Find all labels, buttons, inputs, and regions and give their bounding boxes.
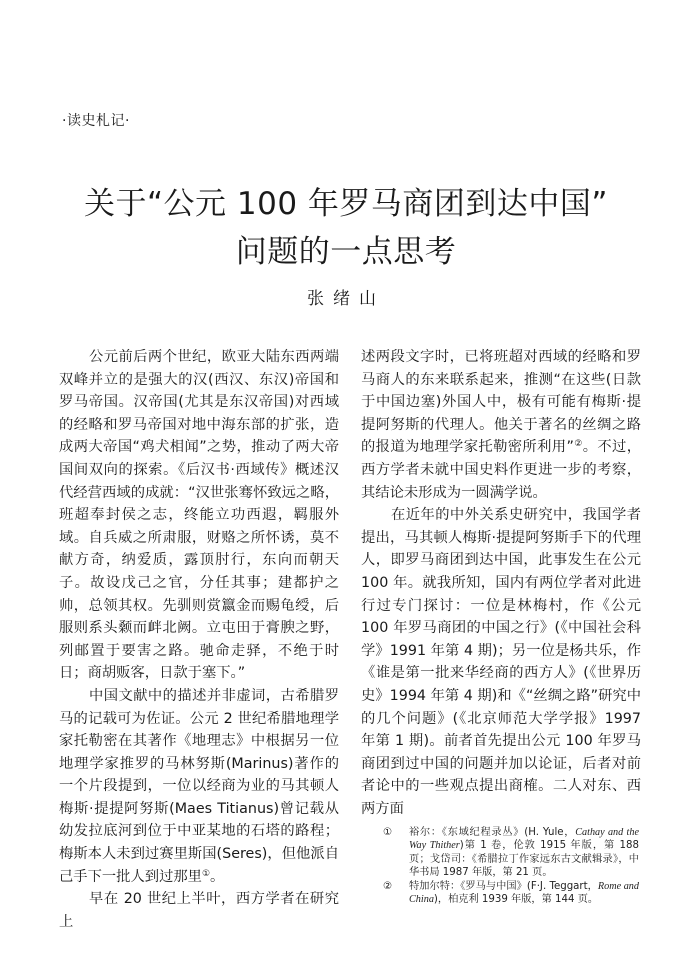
footnote-2	[383, 880, 639, 907]
paragraph	[361, 346, 641, 504]
left-column	[59, 346, 339, 933]
paragraph: 公元前后两个世纪，欧亚大陆东西两端双峰并立的是强大的汉(西汉、东汉)帝国和罗马帝国。汉帝国(尤其是东汉帝国)对西域的经略和罗马帝国对地中海东部的扩张，造成两大帝国“鸡犬相闻”之势，推动了两大帝国间双向的探索。《后汉书·西域传》概述汉代经营西域的成就：“汉世张骞怀致远之略，班超奉封侯之志，终能立功西遐，羁服外域。自兵威之所肃服，财赂之所怀诱，莫不献方奇，纳爱质，露顶肘行，东向而朝天子。故设戊己之官，分任其事；建都护之帅，总领其权。先驯则赏籝金而赐龟绶，后服则系头颡而衅北阙。立屯田于膏腴之野，列邮置于要害之路。驰命走驿，不绝于时日；商胡贩客，日款于塞下。”	[59, 349, 339, 682]
paragraph: 在近年的中外关系史研究中，我国学者提出，马其顿人梅斯·提提阿努斯手下的代理人，即罗马商团到达中国，此事发生在公元 100 年。就我所知，国内有两位学者对此进行过专门探讨：一位是林梅村，作《公元 100 年罗马商团的中国之行》(《中国社会科学》1991 年第 4 期)；另一位是杨共乐，作《谁是第一批来华经商的西方人》(《世界历史》1994 年第 4 期)和《“丝绸之路”研究中的几个问题》(《北京师范大学学报》1997 年第 1 期)。前者首先提出公元 100 年罗马商团到过中国的问题并加以论证，后者对前者论中的一些观点提出商榷。二人对东、西两方面	[361, 507, 641, 817]
paragraph-text: 述两段文字时，已将班超对西域的经略和罗马商人的东来联系起来，推测“在这些(日款于中国边塞)外国人中，极有可能有梅斯·提提阿努斯的代理人。他关于著名的丝绸之路的报道为地理学家托勒密所利用”	[361, 349, 641, 456]
paragraph: 早在 20 世纪上半叶，西方学者在研究上	[59, 891, 339, 930]
paragraph-text: 中国文献中的描述并非虚词，古希腊罗马的记载可为佐证。公元 2 世纪希腊地理学家托勒密在其著作《地理志》中根据另一位地理学家推罗的马林努斯(Marinus)著作的一个片段提到，一位以经商为业的马其顿人梅斯·提提阿努斯(Maes Titianus)曾记载从幼发拉底河到位于中亚某地的石塔的路程；梅斯本人未到过赛里斯国(Seres)，但他派自己手下一批人到过那里	[59, 687, 339, 885]
section-tag: ·读史札记·	[62, 113, 130, 129]
footnote-1	[383, 826, 639, 879]
paragraph	[59, 685, 339, 888]
article-title	[0, 180, 692, 276]
footnotes	[383, 826, 639, 908]
footnote-mark: ①	[383, 827, 393, 838]
author-name: 张绪山	[307, 289, 385, 309]
footnote-ref-1[interactable]: ①	[201, 868, 211, 879]
footnote-mark: ②	[383, 881, 393, 893]
paragraph-end: 。不过，西方学者未就中国史料作更进一步的考察，其结论未形成为一圆满学说。	[361, 439, 642, 501]
footnote-text: )，柏克利 1939 年版，第 144 页。	[433, 894, 599, 906]
footnote-text: 裕尔：《东域纪程录丛》(H. Yule，	[409, 827, 576, 838]
footnote-book-title: Cathay and the Way Thither	[409, 827, 639, 852]
footnote-book-title: Rome and China	[409, 881, 639, 906]
paragraph-end: 。	[210, 868, 225, 885]
title-line-1: 关于“公元 100 年罗马商团到达中国”	[84, 186, 608, 222]
footnote-text: )第 1 卷，伦敦 1915 年版，第 188 页；戈岱司：《希腊拉丁作家远东古文献辑录》，中华书局 1987 年版，第 21 页。	[409, 840, 639, 878]
footnote-ref-2[interactable]: ②	[573, 439, 583, 450]
title-line-2: 问题的一点思考	[235, 234, 457, 270]
right-column	[361, 346, 641, 820]
footnote-text: 特加尔特：《罗马与中国》(F·J. Teggart，	[409, 881, 598, 893]
